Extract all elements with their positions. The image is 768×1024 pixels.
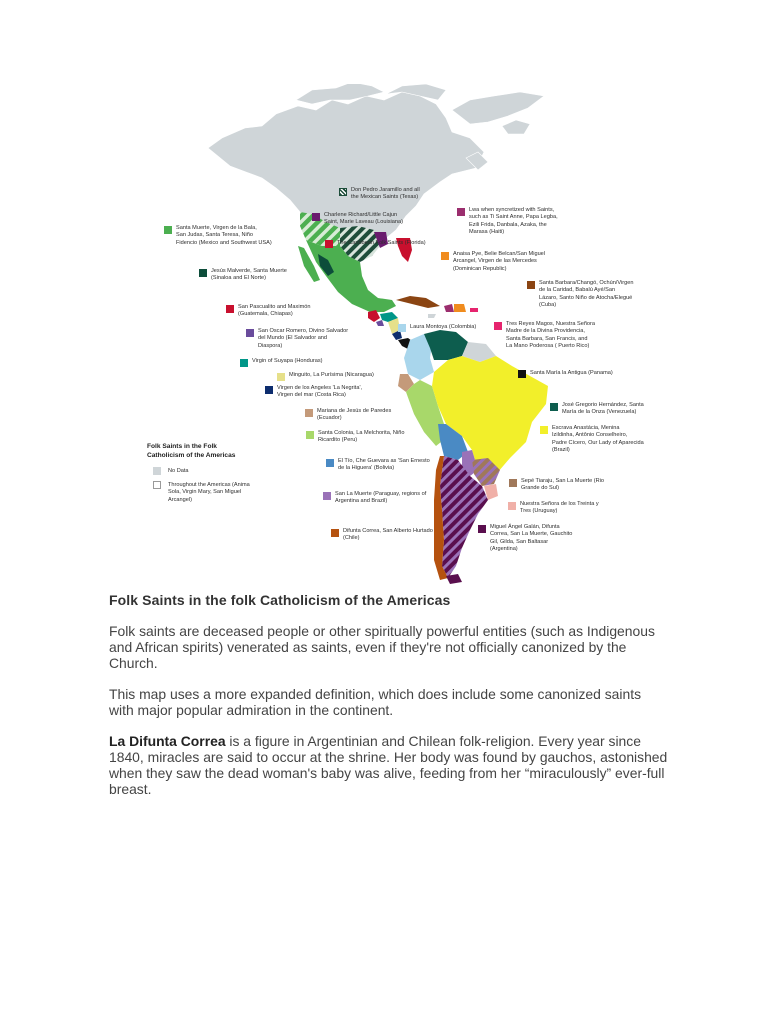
map-label-honduras: Virgin of Suyapa (Honduras) (252, 358, 323, 364)
map-label-panama: Santa María la Antigua (Panama) (530, 370, 613, 376)
legend-swatch-peru (306, 431, 314, 439)
map-label-peru: Santa Colonia, La Melchorita, Niño Ricardito (Peru) (318, 430, 405, 444)
legend-swatch-colombia (398, 324, 406, 332)
legend-swatch-salvador (246, 329, 254, 337)
map-label-nicaragua: Minguito, La Purísima (Nicaragua) (289, 372, 374, 378)
legend-throughout-swatch (153, 481, 161, 489)
legend-swatch-texas (339, 188, 347, 196)
jamaica (428, 314, 436, 318)
legend-swatch-costarica (265, 386, 273, 394)
map-label-ecuador: Mariana de Jesús de Paredes (Ecuador) (317, 408, 392, 422)
legend-swatch-guatemala (226, 305, 234, 313)
dominican-region (454, 304, 466, 312)
map-label-chile: Difunta Correa, San Alberto Hurtado (Chile) (343, 528, 433, 542)
map-label-venezuela: José Gregorio Hernández, Santa María de la Onza (Venezuela) (562, 402, 644, 416)
puertorico-region (470, 308, 478, 312)
legend-swatch-argentina (478, 525, 486, 533)
venezuela-region (424, 330, 468, 360)
legend-swatch-panama (518, 370, 526, 378)
salvador-region (376, 320, 384, 326)
legend-swatch-paraguay (323, 492, 331, 500)
map-label-costarica: Virgen de los Angeles 'La Negrita', Virgen del mar (Costa Rica) (277, 385, 363, 399)
legend-swatch-cuba (527, 281, 535, 289)
legend-swatch-louisiana (312, 213, 320, 221)
cuba-region (396, 296, 440, 308)
difunta-correa-text: is a figure in Argentinian and Chilean folk-religion. Every year since 1840, miracles are said to occur at the shrine. Her body was found by gauchos, astonished when they saw the dead woman's baby was alive, feeding from her “miraculously” ever-full breast. (109, 733, 668, 797)
legend-swatch-haiti (457, 208, 465, 216)
legend-swatch-venezuela (550, 403, 558, 411)
map-label-mexico: Santa Muerte, Virgen de la Bala, San Judas, Santa Teresa, Niño Fidencio (Mexico and Southwest USA) (176, 225, 272, 246)
map-label-louisiana: Charlene Richard/Little Cajun Saint, Marie Laveau (Louisiana) (324, 212, 403, 226)
legend-swatch-honduras (240, 359, 248, 367)
map-label-riogrande: Sepé Tiaraju, San La Muerte (Rio Grande do Sul) (521, 478, 605, 492)
map-label-haiti: Lwa when syncretized with Saints, such as Ti Saint Anne, Papa Legba, Ezili Frida, Danbala, Azaka, the Marasa (Haiti) (469, 207, 558, 236)
map-label-bolivia: El Tío, Che Guevara as 'San Ernesto de la Higuera' (Bolivia) (338, 458, 430, 472)
legend-swatch-sinaloa (199, 269, 207, 277)
map-label-guatemala: San Pascualito and Maximón (Guatemala, Chiapas) (238, 304, 311, 318)
legend-swatch-nicaragua (277, 373, 285, 381)
map-label-brazil: Escrava Anastácia, Menina Izildinha, Antônio Conselheiro, Padre Cícero, Our Lady of Aparecida (Brazil) (552, 425, 644, 454)
map-label-texas: Don Pedro Jaramillo and all the Mexican Saints (Texas) (351, 187, 420, 201)
map-label-dominican: Anaisa Pye, Belie Belcan/San Miguel Arcangel, Virgen de las Mercedes (Dominican Republic) (453, 251, 546, 272)
article-paragraph-2: This map uses a more expanded definition, which does include some canonized saints with major popular admiration in the continent. (109, 686, 642, 718)
map-label-sinaloa: Jesús Malverde, Santa Muerte (Sinaloa and El Norte) (211, 268, 287, 282)
legend-swatch-chile (331, 529, 339, 537)
map-label-salvador: San Oscar Romero, Divino Salvador del Mundo (El Salvador and Diaspora) (258, 328, 349, 349)
legend-throughout-label: Throughout the Americas (Anima Sola, Virgin Mary, San Miguel Arcangel) (168, 482, 250, 503)
article-paragraph-1: Folk saints are deceased people or other spiritually powerful entities (such as Indigenous and African spirits) venerated as saints, even if they're not officially canonized by the Church. (109, 623, 655, 671)
legend-swatch-riogrande (509, 479, 517, 487)
legend-swatch-mexico (164, 226, 172, 234)
legend-swatch-uruguay (508, 502, 516, 510)
haiti-region (444, 304, 454, 312)
legend-swatch-brazil (540, 426, 548, 434)
map-label-florida: The Caribbean Folk Saints (Florida) (337, 240, 426, 246)
article-paragraph-3 (109, 733, 669, 797)
difunta-correa-name: La Difunta Correa (109, 733, 226, 749)
legend-swatch-dominican (441, 252, 449, 260)
legend-swatch-puertorico (494, 322, 502, 330)
map-label-cuba: Santa Barbara/Changó, Ochún/Virgen de la Caridad, Babalú Ayé/San Lázaro, Santo Niño de Atocha/Elegué (Cuba) (539, 280, 634, 309)
article-title: Folk Saints in the folk Catholicism of the Americas (109, 592, 451, 608)
map-label-paraguay: San La Muerte (Paraguay, regions of Argentina and Brazil) (335, 491, 427, 505)
map-label-argentina: Miguel Ángel Galán, Difunta Correa, San La Muerte, Gauchito Gil, Gilda, San Baltasar (Argentina) (490, 524, 573, 553)
legend-swatch-florida (325, 240, 333, 248)
legend-no-data-swatch (153, 467, 161, 475)
legend-swatch-bolivia (326, 459, 334, 467)
map-label-puertorico: Tres Reyes Magos, Nuestra Señora Madre de la Divina Providencia, Santa Barbara, San Francis, and La Mano Poderosa ( Puerto Rico) (506, 321, 596, 350)
legend-swatch-ecuador (305, 409, 313, 417)
legend-no-data-label: No Data (168, 468, 189, 474)
legend-title: Folk Saints in the Folk Catholicism of the Americas (147, 443, 236, 459)
map-label-uruguay: Nuestra Señora de los Treinta y Tres (Uruguay) (520, 501, 599, 515)
map-label-colombia: Laura Montoya (Colombia) (410, 324, 477, 330)
